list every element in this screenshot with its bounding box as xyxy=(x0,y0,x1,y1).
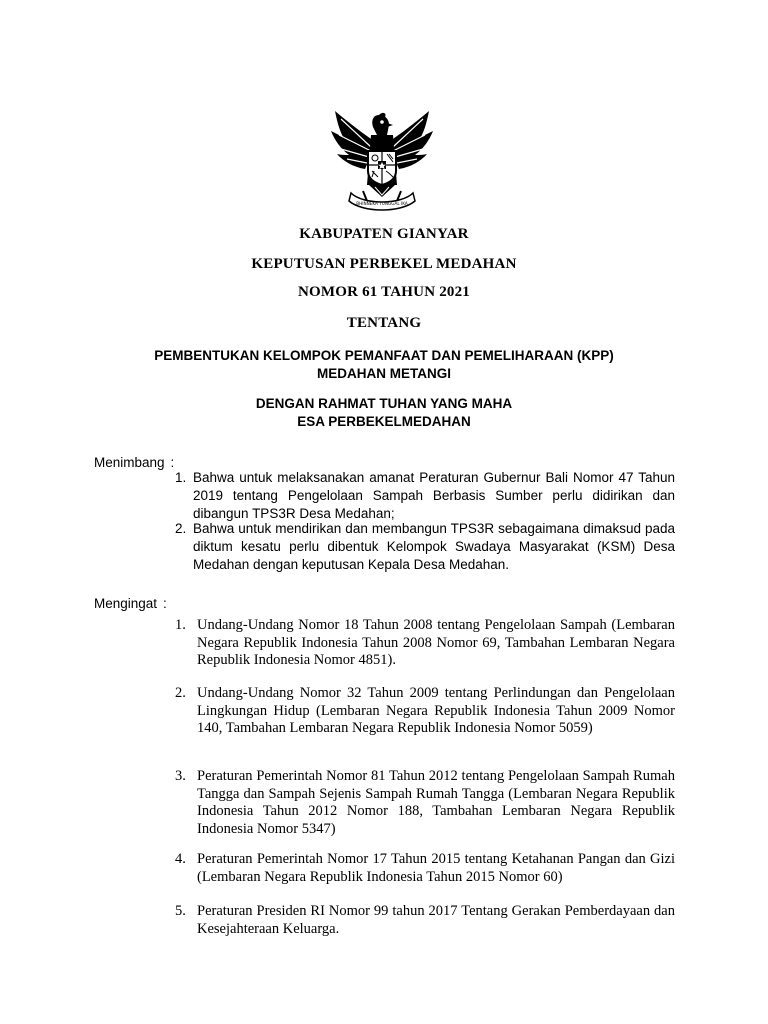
mengingat-item-text: Undang-Undang Nomor 32 Tahun 2009 tentang Perlindungan dan Pengelolaan Lingkungan Hidup (Lembaran Negara Republik Indonesia Tahun 2009 Nomor 140, Tambahan Lembaran Negara Republik Indonesia Nomor 5059) xyxy=(197,685,675,736)
menimbang-item-number: 2. xyxy=(175,521,187,536)
mengingat-item xyxy=(175,851,675,886)
grace-line-2: ESA PERBEKELMEDAHAN xyxy=(297,414,471,429)
about-heading: TENTANG xyxy=(346,315,422,331)
menimbang-item-number: 1. xyxy=(175,470,187,485)
mengingat-item-number: 2. xyxy=(175,685,186,701)
decree-title: KEPUTUSAN PERBEKEL MEDAHAN xyxy=(251,256,517,272)
mengingat-item-text: Peraturan Pemerintah Nomor 81 Tahun 2012 tentang Pengelolaan Sampah Rumah Tangga dan Sampah Sejenis Sampah Rumah Tangga (Lembaran Negara Republik Indonesia Tahun 2012 Nomor 188, Tambahan Lembaran Negara Republik Indonesia Nomor 5347) xyxy=(197,768,675,837)
mengingat-item-text: Peraturan Presiden RI Nomor 99 tahun 2017 Tentang Gerakan Pemberdayaan dan Kesejahteraan Keluarga. xyxy=(197,903,675,937)
garuda-emblem-icon xyxy=(327,105,437,215)
menimbang-item xyxy=(175,520,675,574)
mengingat-item-number: 4. xyxy=(175,851,186,867)
mengingat-item xyxy=(175,617,675,670)
mengingat-item xyxy=(175,903,675,938)
menimbang-item-text: Bahwa untuk mendirikan dan membangun TPS3R sebagaimana dimaksud pada diktum kesatu perlu dibentuk Kelompok Swadaya Masyarakat (KSM) Desa Medahan dengan keputusan Kepala Desa Medahan. xyxy=(193,521,675,572)
mengingat-label: Mengingat : xyxy=(94,596,167,611)
decree-number: NOMOR 61 TAHUN 2021 xyxy=(298,284,470,300)
menimbang-label: Menimbang : xyxy=(94,455,175,470)
grace-line-1: DENGAN RAHMAT TUHAN YANG MAHA xyxy=(255,396,513,411)
mengingat-item-text: Peraturan Pemerintah Nomor 17 Tahun 2015 tentang Ketahanan Pangan dan Gizi (Lembaran Negara Republik Indonesia Tahun 2015 Nomor 60) xyxy=(197,851,675,885)
mengingat-item-text: Undang-Undang Nomor 18 Tahun 2008 tentang Pengelolaan Sampah (Lembaran Negara Republik Indonesia Tahun 2008 Nomor 69, Tambahan Lembaran Negara Republik Indonesia Nomor 4851). xyxy=(197,617,675,668)
regency-title: KABUPATEN GIANYAR xyxy=(299,226,469,242)
menimbang-item xyxy=(175,469,675,523)
mengingat-item-number: 3. xyxy=(175,768,186,784)
menimbang-item-text: Bahwa untuk melaksanakan amanat Peraturan Gubernur Bali Nomor 47 Tahun 2019 tentang Pengelolaan Sampah Berbasis Sumber perlu didirikan dan dibangun TPS3R Desa Medahan; xyxy=(193,470,675,521)
mengingat-item-number: 1. xyxy=(175,617,186,633)
mengingat-item-number: 5. xyxy=(175,903,186,919)
subject-line-1: PEMBENTUKAN KELOMPOK PEMANFAAT DAN PEMELIHARAAN (KPP) xyxy=(154,348,614,363)
emblem-motto: BHINNEKA TUNGGAL IKA xyxy=(356,201,408,206)
subject-line-2: MEDAHAN METANGI xyxy=(317,366,451,381)
mengingat-item xyxy=(175,768,675,838)
mengingat-item xyxy=(175,685,675,738)
